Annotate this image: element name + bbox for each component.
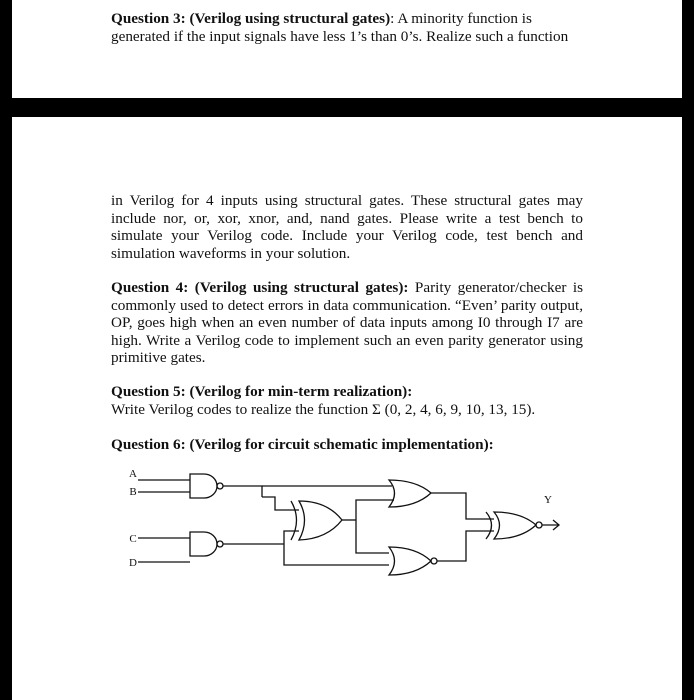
question-3-line2: generated if the input signals have less 1’s than 0’s. Realize such a function <box>111 27 569 45</box>
output-label-y: Y <box>544 494 552 506</box>
question-6-text <box>111 436 583 454</box>
xnor-gate-extra-arc <box>486 512 492 539</box>
question-5-text <box>111 383 583 418</box>
xor-gate-extra-arc <box>291 501 297 540</box>
question-6-title: Question 6: (Verilog for circuit schematic implementation): <box>111 436 494 453</box>
question-3-title: Question 3: (Verilog using structural gates) <box>111 10 391 27</box>
input-label-b: B <box>129 486 137 498</box>
question-4-body: Parity generator/checker is commonly used to detect errors in data communication. “Even’ parity output, OP, goes high when an even number of data inputs among I0 through I7 are high. Write a Verilog code to implement such an even parity generator using primitive gates. <box>111 279 583 367</box>
wire-to-xor-bottom <box>284 531 299 544</box>
wire-or-out <box>431 493 494 519</box>
question-4-text <box>111 279 583 367</box>
xor-gate <box>299 501 342 540</box>
xnor-gate <box>494 512 536 539</box>
wire-nor-out <box>437 531 494 561</box>
question-3-continuation: in Verilog for 4 inputs using structural gates. These structural gates may include nor, or, xor, xnor, and, nand gates. Please write a test bench to simulate your Verilog code. Include your Verilog code, test bench and simulation waveforms in your solution. <box>111 192 583 262</box>
bottom-page <box>12 117 682 700</box>
question-3-line1: : A minority function is <box>390 10 532 27</box>
input-label-c: C <box>129 533 137 545</box>
nand-cd-bubble <box>217 541 223 547</box>
question-5-body: Write Verilog codes to realize the function Σ (0, 2, 4, 6, 9, 10, 13, 15). <box>111 400 536 418</box>
nand-gate-ab <box>190 474 217 498</box>
question-4-title: Question 4: (Verilog using structural gates): <box>111 279 409 296</box>
wire-to-xor-top <box>262 497 299 510</box>
circuit-schematic <box>114 465 574 585</box>
nand-ab-bubble <box>217 483 223 489</box>
wire-xor-to-nor <box>356 520 389 553</box>
top-page <box>12 0 682 98</box>
wire-xor-to-or <box>356 500 394 520</box>
nor-gate <box>389 547 431 575</box>
or-gate <box>389 480 431 507</box>
input-label-d: D <box>129 557 137 569</box>
wire-nand-ab-out <box>223 486 262 497</box>
wire-to-nor-bottom <box>284 544 389 565</box>
question-5-title: Question 5: (Verilog for min-term realization): <box>111 383 413 400</box>
input-label-a: A <box>129 468 137 480</box>
nand-gate-cd <box>190 532 217 556</box>
question-3-text <box>111 10 583 45</box>
